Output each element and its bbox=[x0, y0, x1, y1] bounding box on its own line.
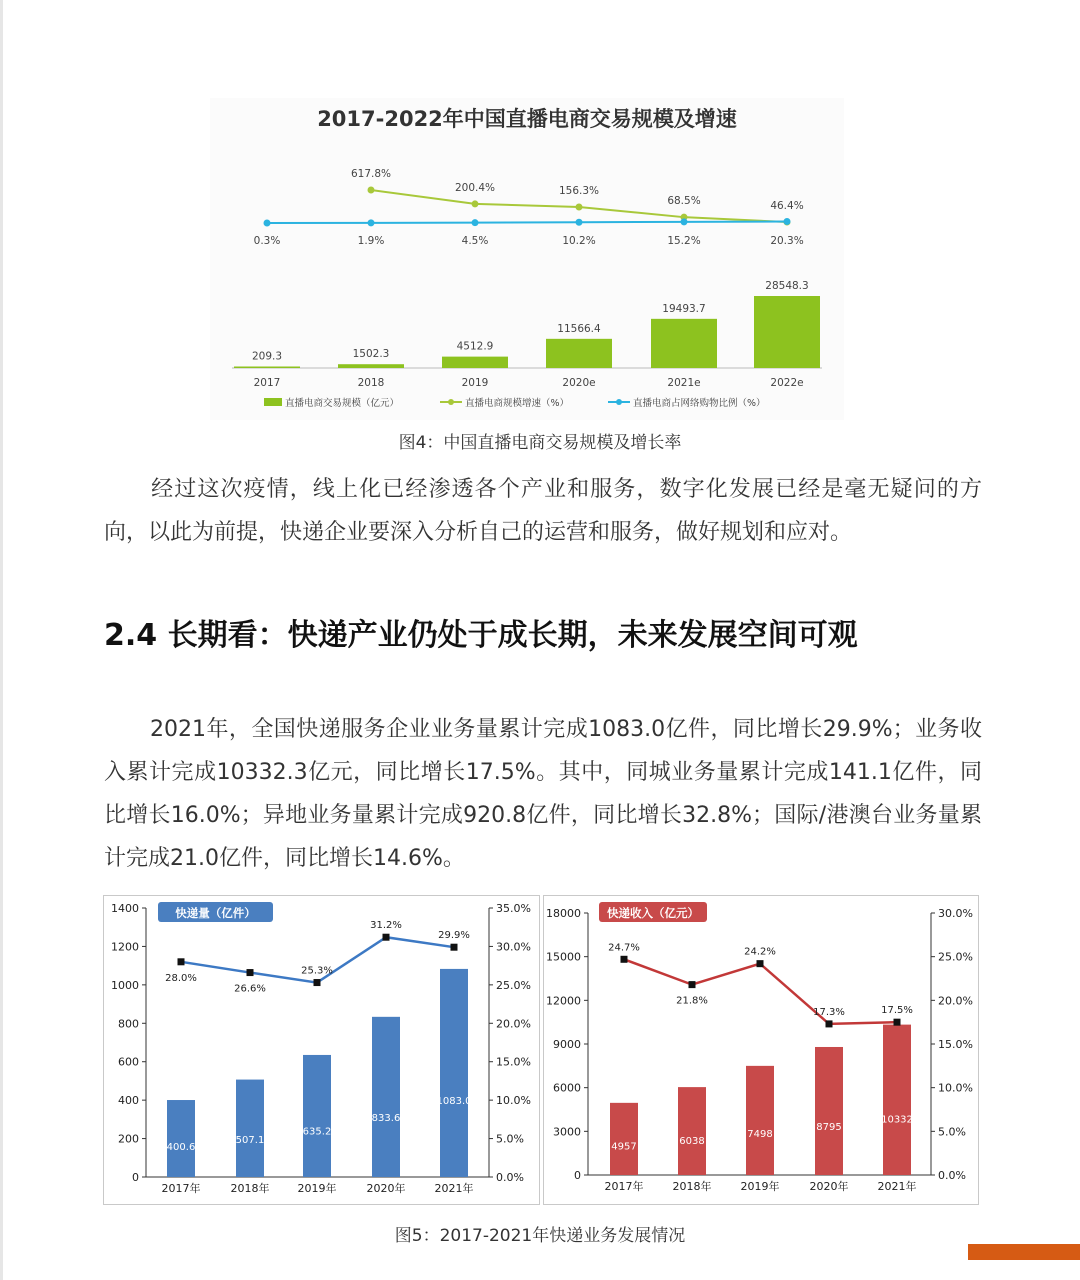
growth-point bbox=[451, 944, 458, 951]
express-volume-chart bbox=[104, 896, 539, 1204]
growth-label: 24.7% bbox=[608, 942, 640, 954]
figure4-bar-label: 4512.9 bbox=[456, 340, 494, 353]
figure4-growth-label: 200.4% bbox=[454, 181, 496, 194]
figure4-category-label: 2020e bbox=[562, 377, 596, 389]
figure4-growth-point bbox=[368, 187, 375, 194]
bar bbox=[236, 1080, 264, 1177]
figure4-bar bbox=[234, 367, 300, 369]
bar-value-label: 4957 bbox=[611, 1141, 637, 1153]
right-tick-label: 30.0% bbox=[496, 940, 531, 954]
left-tick-label: 15000 bbox=[546, 950, 581, 964]
bar-value-label: 10332 bbox=[881, 1114, 913, 1126]
figure4-bar-label: 19493.7 bbox=[662, 302, 706, 315]
figure5-left-panel bbox=[103, 895, 540, 1205]
category-label: 2019年 bbox=[297, 1182, 337, 1195]
right-tick-label: 0.0% bbox=[496, 1171, 524, 1184]
right-tick-label: 15.0% bbox=[496, 1055, 531, 1069]
growth-label: 26.6% bbox=[234, 983, 266, 995]
figure4-bar bbox=[754, 296, 820, 368]
legend-label: 快递收入（亿元） bbox=[607, 906, 699, 920]
figure4-share-label: 0.3% bbox=[253, 235, 281, 247]
figure4-share-label: 4.5% bbox=[461, 235, 489, 247]
category-label: 2019年 bbox=[740, 1180, 780, 1193]
growth-point bbox=[314, 979, 321, 986]
bar bbox=[746, 1066, 774, 1175]
left-tick-label: 600 bbox=[118, 1055, 139, 1069]
category-label: 2021年 bbox=[434, 1182, 474, 1195]
figure4-share-point bbox=[368, 219, 375, 226]
figure4-category-label: 2019 bbox=[461, 377, 489, 389]
left-tick-label: 6000 bbox=[553, 1081, 581, 1095]
figure4-legend-growth-label: 直播电商规模增速（%） bbox=[465, 398, 570, 409]
figure4-growth-point bbox=[576, 203, 583, 210]
bar-value-label: 6038 bbox=[679, 1136, 705, 1148]
right-tick-label: 5.0% bbox=[938, 1125, 966, 1139]
right-tick-label: 15.0% bbox=[938, 1038, 973, 1051]
figure4-svg bbox=[210, 98, 844, 420]
figure4-share-label: 20.3% bbox=[770, 235, 804, 247]
figure4-bar bbox=[546, 339, 612, 368]
right-tick-label: 20.0% bbox=[496, 1017, 531, 1031]
figure4-category-label: 2021e bbox=[667, 377, 701, 389]
figure4-share-label: 15.2% bbox=[667, 235, 701, 247]
figure4-legend-bar-label: 直播电商交易规模（亿元） bbox=[285, 398, 400, 409]
growth-point bbox=[621, 956, 628, 963]
right-tick-label: 5.0% bbox=[496, 1132, 524, 1146]
category-label: 2020年 bbox=[809, 1180, 849, 1193]
bar bbox=[372, 1017, 400, 1177]
left-tick-label: 200 bbox=[118, 1132, 139, 1146]
figure4-legend-growth-dot bbox=[448, 399, 454, 405]
figure5-caption: 图5：2017-2021年快递业务发展情况 bbox=[394, 1226, 686, 1246]
bar bbox=[883, 1025, 911, 1175]
growth-label: 29.9% bbox=[438, 930, 470, 942]
right-tick-label: 30.0% bbox=[938, 907, 973, 920]
figure4-share-label: 1.9% bbox=[357, 235, 385, 247]
figure4-bar bbox=[442, 357, 508, 368]
growth-label: 24.2% bbox=[744, 946, 776, 958]
figure4-growth-label: 617.8% bbox=[350, 168, 392, 180]
left-tick-label: 3000 bbox=[553, 1125, 581, 1139]
orange-footer-bar bbox=[968, 1244, 1080, 1260]
growth-point bbox=[383, 934, 390, 941]
bar-value-label: 7498 bbox=[747, 1128, 773, 1140]
bar bbox=[678, 1087, 706, 1175]
figure4-share-point bbox=[472, 219, 479, 226]
figure4-bar bbox=[338, 364, 404, 368]
figure4-bar-label: 1502.3 bbox=[352, 348, 390, 361]
figure4-legend-bar-swatch bbox=[264, 398, 282, 406]
growth-label: 25.3% bbox=[301, 965, 333, 977]
left-tick-label: 12000 bbox=[546, 994, 581, 1008]
right-tick-label: 0.0% bbox=[938, 1169, 966, 1182]
section-title: 2.4 长期看：快递产业仍处于成长期，未来发展空间可观 bbox=[104, 618, 858, 653]
left-tick-label: 1200 bbox=[111, 940, 139, 954]
figure4-caption: 图4：中国直播电商交易规模及增长率 bbox=[398, 433, 682, 453]
figure4-bar-label: 28548.3 bbox=[765, 280, 809, 292]
growth-point bbox=[247, 969, 254, 976]
category-label: 2018年 bbox=[672, 1180, 712, 1193]
bar bbox=[815, 1047, 843, 1175]
figure4-share-point bbox=[576, 219, 583, 226]
right-tick-label: 10.0% bbox=[938, 1081, 973, 1095]
left-tick-label: 1000 bbox=[111, 978, 139, 992]
figure4-share-point bbox=[264, 219, 271, 226]
figure4-category-label: 2018 bbox=[357, 377, 385, 389]
growth-label: 21.8% bbox=[676, 995, 708, 1007]
figure4-category-label: 2017 bbox=[253, 377, 281, 389]
figure4-growth-point bbox=[472, 200, 479, 207]
paragraph-2-text: 2021年，全国快递服务企业业务量累计完成1083.0亿件，同比增长29.9%；业务收入累计完成10332.3亿元，同比增长17.5%。其中，同城业务量累计完成141.1亿件，同比增长16.0%；异地业务量累计完成920.8亿件，同比增长32.8%；国际/港澳台业务量累计完成21.0亿件，同比增长14.6%。 bbox=[104, 717, 982, 871]
growth-label: 31.2% bbox=[370, 920, 402, 932]
bar-value-label: 507.1 bbox=[235, 1134, 265, 1146]
right-tick-label: 10.0% bbox=[496, 1094, 531, 1108]
bar-value-label: 400.6 bbox=[166, 1142, 196, 1154]
express-revenue-chart bbox=[544, 896, 978, 1204]
category-label: 2021年 bbox=[877, 1180, 917, 1193]
figure4-growth-label: 156.3% bbox=[558, 184, 600, 197]
legend-label: 快递量（亿件） bbox=[175, 906, 256, 920]
bar bbox=[440, 969, 468, 1177]
figure4-bar-label: 209.3 bbox=[251, 350, 283, 363]
category-label: 2017年 bbox=[161, 1182, 201, 1195]
figure4-legend-share-dot bbox=[616, 399, 622, 405]
bar-value-label: 1083.0 bbox=[436, 1096, 472, 1108]
growth-point bbox=[826, 1020, 833, 1027]
growth-label: 17.3% bbox=[813, 1006, 845, 1018]
left-tick-label: 0 bbox=[574, 1169, 581, 1182]
figure5-right-panel bbox=[543, 895, 979, 1205]
category-label: 2020年 bbox=[366, 1182, 406, 1195]
left-tick-label: 9000 bbox=[553, 1038, 581, 1051]
bar-value-label: 635.2 bbox=[302, 1126, 332, 1138]
left-tick-label: 18000 bbox=[546, 907, 581, 920]
left-tick-label: 0 bbox=[132, 1171, 139, 1184]
figure4-category-label: 2022e bbox=[770, 377, 804, 389]
figure4-title: 2017-2022年中国直播电商交易规模及增速 bbox=[317, 107, 737, 131]
figure4-bar-label: 11566.4 bbox=[557, 322, 601, 335]
bar bbox=[610, 1103, 638, 1175]
bar-value-label: 8795 bbox=[816, 1122, 842, 1134]
figure4-share-line bbox=[267, 222, 787, 223]
category-label: 2018年 bbox=[230, 1182, 270, 1195]
growth-point bbox=[689, 981, 696, 988]
figure4-growth-label: 68.5% bbox=[667, 195, 701, 208]
right-tick-label: 25.0% bbox=[938, 950, 973, 964]
growth-point bbox=[757, 960, 764, 967]
figure4-chart bbox=[210, 98, 844, 420]
right-tick-label: 25.0% bbox=[496, 978, 531, 992]
growth-label: 28.0% bbox=[165, 972, 197, 984]
page-edge bbox=[0, 0, 3, 1280]
growth-label: 17.5% bbox=[881, 1005, 913, 1017]
figure4-growth-label: 46.4% bbox=[770, 200, 804, 212]
figure4-share-point bbox=[784, 218, 791, 225]
bar-value-label: 833.6 bbox=[371, 1112, 401, 1124]
paragraph-1 bbox=[104, 468, 982, 554]
growth-line bbox=[624, 959, 897, 1024]
figure4-share-point bbox=[681, 218, 688, 225]
right-tick-label: 35.0% bbox=[496, 902, 531, 915]
left-tick-label: 1400 bbox=[111, 902, 139, 915]
paragraph-2 bbox=[104, 708, 982, 880]
growth-point bbox=[178, 958, 185, 965]
right-tick-label: 20.0% bbox=[938, 994, 973, 1008]
figure4-share-label: 10.2% bbox=[562, 235, 596, 247]
left-tick-label: 800 bbox=[118, 1017, 139, 1031]
bar bbox=[303, 1055, 331, 1177]
bar bbox=[167, 1100, 195, 1177]
category-label: 2017年 bbox=[604, 1180, 644, 1193]
figure4-bar bbox=[651, 319, 717, 368]
figure4-legend-share-label: 直播电商占网络购物比例（%） bbox=[633, 398, 766, 409]
paragraph-1-text: 经过这次疫情，线上化已经渗透各个产业和服务，数字化发展已经是毫无疑问的方向，以此为前提，快递企业要深入分析自己的运营和服务，做好规划和应对。 bbox=[104, 477, 982, 545]
left-tick-label: 400 bbox=[118, 1094, 139, 1108]
growth-point bbox=[894, 1019, 901, 1026]
